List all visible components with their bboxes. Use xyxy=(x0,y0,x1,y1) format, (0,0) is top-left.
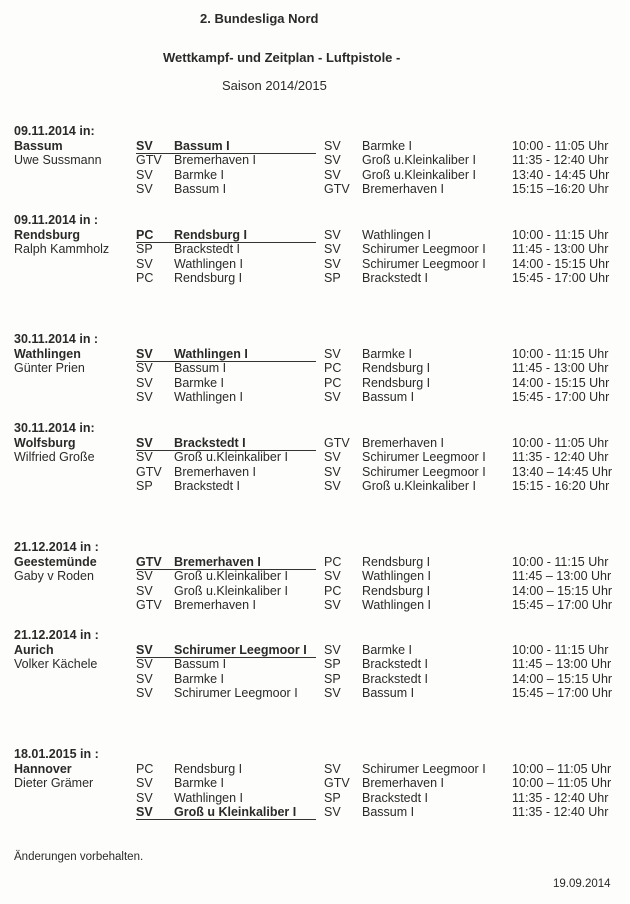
home-team: Groß u.Kleinkaliber I xyxy=(174,583,288,598)
match-time: 15:15 –16:20 Uhr xyxy=(512,182,609,197)
home-club-type: SV xyxy=(136,805,153,820)
host-underline xyxy=(136,819,316,820)
home-team: Bremerhaven I xyxy=(174,554,261,569)
match-time: 10:00 - 11:15 Uhr xyxy=(512,346,609,361)
home-team: Schirumer Leegmoor I xyxy=(174,642,307,657)
home-club-type: PC xyxy=(136,761,154,776)
home-club-type: PC xyxy=(136,271,154,286)
away-club-type: SV xyxy=(324,242,341,257)
home-club-type: SV xyxy=(136,583,153,598)
away-club-type: GTV xyxy=(324,435,350,450)
home-team: Barmke I xyxy=(174,375,225,390)
official-name: Volker Kächele xyxy=(14,657,98,672)
home-team: Bremerhaven I xyxy=(174,464,256,479)
venue: Rendsburg xyxy=(14,227,80,242)
venue: Bassum xyxy=(14,138,63,153)
away-team: Bassum I xyxy=(362,390,415,405)
away-team: Brackstedt I xyxy=(362,790,428,805)
away-team: Rendsburg I xyxy=(362,361,431,376)
match-time: 14:00 – 15:15 Uhr xyxy=(512,583,613,598)
away-team: Schirumer Leegmoor I xyxy=(362,761,486,776)
home-club-type: GTV xyxy=(136,153,162,168)
away-team: Rendsburg I xyxy=(362,554,431,569)
away-team: Groß u.Kleinkaliber I xyxy=(362,167,476,182)
away-club-type: SP xyxy=(324,671,341,686)
venue: Geestemünde xyxy=(14,554,97,569)
home-team: Schirumer Leegmoor I xyxy=(174,686,298,701)
home-club-type: SV xyxy=(136,435,153,450)
away-team: Schirumer Leegmoor I xyxy=(362,464,486,479)
home-team: Bassum I xyxy=(174,138,230,153)
home-team: Wathlingen I xyxy=(174,346,248,361)
match-time: 11:45 – 13:00 Uhr xyxy=(512,569,612,584)
home-club-type: GTV xyxy=(136,464,162,479)
home-club-type: SV xyxy=(136,686,153,701)
away-club-type: GTV xyxy=(324,776,350,791)
home-club-type: PC xyxy=(136,227,154,242)
home-team: Brackstedt I xyxy=(174,479,240,494)
schedule-subtitle: Wettkampf- und Zeitplan - Luftpistole - xyxy=(163,50,401,65)
away-team: Schirumer Leegmoor I xyxy=(362,242,486,257)
away-club-type: SV xyxy=(324,642,341,657)
match-time: 10:00 - 11:05 Uhr xyxy=(512,435,609,450)
home-team: Bassum I xyxy=(174,657,227,672)
home-club-type: SV xyxy=(136,790,153,805)
away-club-type: SV xyxy=(324,569,341,584)
home-club-type: SV xyxy=(136,776,153,791)
league-title: 2. Bundesliga Nord xyxy=(200,11,319,26)
venue: Wolfsburg xyxy=(14,435,76,450)
official-name: Günter Prien xyxy=(14,361,85,376)
home-club-type: SV xyxy=(136,390,153,405)
match-time: 11:35 - 12:40 Uhr xyxy=(512,790,609,805)
venue: Hannover xyxy=(14,761,72,776)
home-club-type: SV xyxy=(136,375,153,390)
matchday-date: 21.12.2014 in : xyxy=(14,628,99,642)
venue: Wathlingen xyxy=(14,346,81,361)
official-name: Wilfried Große xyxy=(14,450,95,465)
home-club-type: SP xyxy=(136,242,153,257)
home-team: Rendsburg I xyxy=(174,227,247,242)
away-team: Brackstedt I xyxy=(362,657,428,672)
home-club-type: SV xyxy=(136,671,153,686)
away-club-type: PC xyxy=(324,554,342,569)
home-team: Rendsburg I xyxy=(174,761,243,776)
away-team: Barmke I xyxy=(362,346,413,361)
matchday-date: 18.01.2015 in : xyxy=(14,747,99,761)
home-club-type: SV xyxy=(136,361,153,376)
away-team: Bassum I xyxy=(362,805,415,820)
away-team: Bremerhaven I xyxy=(362,182,444,197)
home-team: Barmke I xyxy=(174,167,225,182)
match-time: 10:00 - 11:15 Uhr xyxy=(512,554,609,569)
match-time: 15:45 - 17:00 Uhr xyxy=(512,271,610,286)
away-club-type: SV xyxy=(324,138,341,153)
away-club-type: SP xyxy=(324,790,341,805)
venue: Aurich xyxy=(14,642,54,657)
away-club-type: SV xyxy=(324,761,341,776)
match-time: 14:00 - 15:15 Uhr xyxy=(512,375,610,390)
match-time: 10:00 - 11:15 Uhr xyxy=(512,227,609,242)
home-club-type: SV xyxy=(136,138,153,153)
home-team: Wathlingen I xyxy=(174,790,244,805)
home-team: Brackstedt I xyxy=(174,242,240,257)
away-team: Barmke I xyxy=(362,642,413,657)
home-club-type: SV xyxy=(136,642,153,657)
away-club-type: PC xyxy=(324,375,342,390)
home-club-type: GTV xyxy=(136,554,162,569)
away-club-type: SV xyxy=(324,464,341,479)
home-team: Wathlingen I xyxy=(174,390,244,405)
home-team: Bremerhaven I xyxy=(174,598,256,613)
match-time: 15:45 – 17:00 Uhr xyxy=(512,686,613,701)
matchday-date: 30.11.2014 in : xyxy=(14,332,99,346)
match-time: 15:45 – 17:00 Uhr xyxy=(512,598,613,613)
away-team: Barmke I xyxy=(362,138,413,153)
matchday-date: 09.11.2014 in: xyxy=(14,124,95,138)
season-label: Saison 2014/2015 xyxy=(222,78,327,93)
away-team: Groß u.Kleinkaliber I xyxy=(362,153,476,168)
document-date: 19.09.2014 xyxy=(553,878,611,890)
away-club-type: SV xyxy=(324,479,341,494)
home-club-type: SV xyxy=(136,256,153,271)
match-time: 11:35 - 12:40 Uhr xyxy=(512,805,609,820)
match-time: 11:45 - 13:00 Uhr xyxy=(512,361,609,376)
official-name: Uwe Sussmann xyxy=(14,153,102,168)
home-club-type: SV xyxy=(136,450,153,465)
match-time: 11:35 - 12:40 Uhr xyxy=(512,153,609,168)
away-team: Rendsburg I xyxy=(362,375,431,390)
official-name: Gaby v Roden xyxy=(14,569,94,584)
away-club-type: SV xyxy=(324,153,341,168)
home-team: Barmke I xyxy=(174,671,225,686)
match-time: 15:45 - 17:00 Uhr xyxy=(512,390,610,405)
away-team: Bremerhaven I xyxy=(362,776,444,791)
away-team: Schirumer Leegmoor I xyxy=(362,256,486,271)
away-team: Wathlingen I xyxy=(362,598,432,613)
home-team: Wathlingen I xyxy=(174,256,244,271)
away-team: Wathlingen I xyxy=(362,569,432,584)
home-club-type: SV xyxy=(136,167,153,182)
matchday-date: 21.12.2014 in : xyxy=(14,540,99,554)
away-team: Wathlingen I xyxy=(362,227,432,242)
away-team: Bremerhaven I xyxy=(362,435,444,450)
match-time: 10:00 – 11:05 Uhr xyxy=(512,776,612,791)
home-team: Groß u.Kleinkaliber I xyxy=(174,450,288,465)
home-club-type: SV xyxy=(136,657,153,672)
match-time: 11:45 – 13:00 Uhr xyxy=(512,657,612,672)
away-team: Brackstedt I xyxy=(362,271,428,286)
away-club-type: SV xyxy=(324,598,341,613)
away-club-type: PC xyxy=(324,583,342,598)
away-team: Brackstedt I xyxy=(362,671,428,686)
home-club-type: SV xyxy=(136,569,153,584)
home-club-type: SV xyxy=(136,346,153,361)
away-club-type: GTV xyxy=(324,182,350,197)
match-time: 15:15 - 16:20 Uhr xyxy=(512,479,610,494)
away-club-type: SV xyxy=(324,227,341,242)
away-team: Rendsburg I xyxy=(362,583,431,598)
away-club-type: SV xyxy=(324,346,341,361)
away-club-type: SP xyxy=(324,657,341,672)
home-team: Barmke I xyxy=(174,776,225,791)
official-name: Ralph Kammholz xyxy=(14,242,110,257)
away-team: Groß u.Kleinkaliber I xyxy=(362,479,476,494)
away-club-type: SV xyxy=(324,686,341,701)
match-time: 14:00 – 15:15 Uhr xyxy=(512,671,613,686)
away-team: Schirumer Leegmoor I xyxy=(362,450,486,465)
away-club-type: SV xyxy=(324,805,341,820)
away-club-type: PC xyxy=(324,361,342,376)
match-time: 11:35 - 12:40 Uhr xyxy=(512,450,609,465)
home-team: Bassum I xyxy=(174,182,227,197)
match-time: 14:00 - 15:15 Uhr xyxy=(512,256,610,271)
away-club-type: SV xyxy=(324,256,341,271)
away-team: Bassum I xyxy=(362,686,415,701)
home-team: Brackstedt I xyxy=(174,435,246,450)
home-club-type: SV xyxy=(136,182,153,197)
home-team: Groß u.Kleinkaliber I xyxy=(174,569,288,584)
home-team: Rendsburg I xyxy=(174,271,243,286)
matchday-date: 09.11.2014 in : xyxy=(14,213,99,227)
match-time: 10:00 - 11:15 Uhr xyxy=(512,642,609,657)
match-time: 13:40 - 14:45 Uhr xyxy=(512,167,610,182)
home-team: Bassum I xyxy=(174,361,227,376)
home-club-type: GTV xyxy=(136,598,162,613)
matchday-date: 30.11.2014 in: xyxy=(14,421,95,435)
away-club-type: SV xyxy=(324,167,341,182)
match-time: 10:00 - 11:05 Uhr xyxy=(512,138,609,153)
away-club-type: SV xyxy=(324,450,341,465)
home-team: Bremerhaven I xyxy=(174,153,256,168)
home-club-type: SP xyxy=(136,479,153,494)
match-time: 11:45 - 13:00 Uhr xyxy=(512,242,609,257)
away-club-type: SP xyxy=(324,271,341,286)
match-time: 10:00 – 11:05 Uhr xyxy=(512,761,612,776)
home-team: Groß u Kleinkaliber I xyxy=(174,805,297,820)
away-club-type: SV xyxy=(324,390,341,405)
changes-note: Änderungen vorbehalten. xyxy=(14,851,144,863)
official-name: Dieter Grämer xyxy=(14,776,94,791)
match-time: 13:40 – 14:45 Uhr xyxy=(512,464,613,479)
